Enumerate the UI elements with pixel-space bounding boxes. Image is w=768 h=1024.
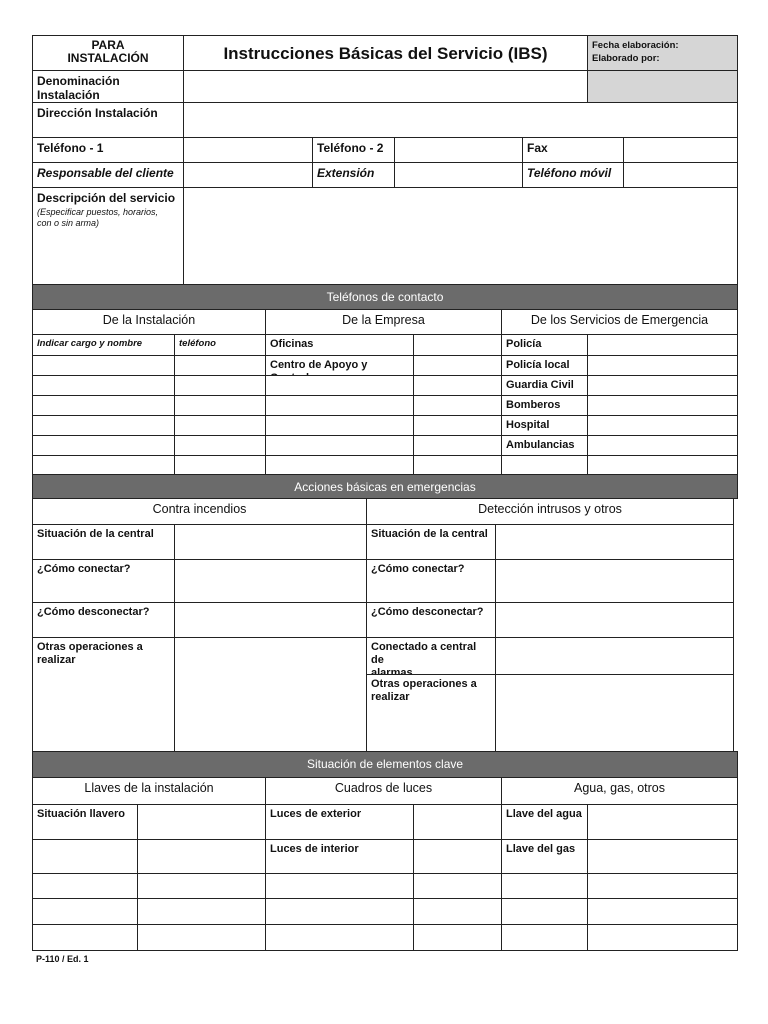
intrusos-row-label-text: ¿Cómo desconectar? xyxy=(371,606,484,618)
otros-name-field[interactable] xyxy=(501,924,588,951)
col-empresa xyxy=(265,309,502,335)
para-instalacion-label-text: PARA INSTALACIÓN xyxy=(67,38,149,66)
empresa-name-field[interactable] xyxy=(265,415,414,436)
llave-field[interactable] xyxy=(587,839,738,874)
telefono1-label xyxy=(32,137,184,163)
incendios-row-label xyxy=(32,602,175,638)
emergency-item xyxy=(501,395,588,416)
responsable-label-text: Responsable del cliente xyxy=(37,166,174,180)
emergency-item-text: Ambulancias xyxy=(506,439,575,451)
llaves-field[interactable] xyxy=(137,804,266,840)
empresa-name-field[interactable] xyxy=(265,375,414,396)
llaves-name-field[interactable] xyxy=(32,839,138,874)
intrusos-row-label xyxy=(366,602,496,638)
intrusos-row-label xyxy=(366,559,496,603)
emergency-telefono-field[interactable] xyxy=(587,334,738,356)
empresa-telefono-field[interactable] xyxy=(413,395,502,416)
form-code: P-110 / Ed. 1 xyxy=(36,954,89,964)
emergency-item xyxy=(501,355,588,376)
direccion-label-text: Dirección Instalación xyxy=(37,106,158,120)
denominacion-field[interactable] xyxy=(183,70,588,103)
emergency-name-field[interactable] xyxy=(501,455,588,475)
telefono2-field[interactable] xyxy=(394,137,523,163)
llaves-field[interactable] xyxy=(137,839,266,874)
llaves-field[interactable] xyxy=(137,924,266,951)
incendios-row-field[interactable] xyxy=(174,524,367,560)
contact-telefono-field[interactable] xyxy=(174,355,266,376)
empresa-item xyxy=(265,334,414,356)
cargo-hint xyxy=(32,334,175,356)
emergency-telefono-field[interactable] xyxy=(587,435,738,456)
descripcion-label-text: Descripción del servicio xyxy=(37,191,176,205)
llave-label xyxy=(501,839,588,874)
emergency-item-text: Policía local xyxy=(506,359,570,371)
emergency-telefono-field[interactable] xyxy=(587,395,738,416)
contact-cargo-field[interactable] xyxy=(32,375,175,396)
telefono1-label-text: Teléfono - 1 xyxy=(37,141,104,155)
movil-label xyxy=(522,162,624,188)
otros-name-field[interactable] xyxy=(501,873,588,899)
intrusos-row-label-text: Otras operaciones a realizar xyxy=(371,678,477,704)
llave-field[interactable] xyxy=(587,924,738,951)
band-elementos-clave-text: Situación de elementos clave xyxy=(306,757,464,771)
empresa-item-text: Oficinas xyxy=(270,338,314,350)
llave-field[interactable] xyxy=(587,898,738,925)
col-cuadros-text: Cuadros de luces xyxy=(334,781,433,795)
intrusos-row-field[interactable] xyxy=(495,637,734,675)
llaves-field[interactable] xyxy=(137,873,266,899)
descripcion-field[interactable] xyxy=(183,187,738,285)
cuadro-name-field[interactable] xyxy=(265,873,414,899)
empresa-telefono-field[interactable] xyxy=(413,415,502,436)
intrusos-row-label-text: Situación de la central xyxy=(371,528,488,540)
cuadro-name-field[interactable] xyxy=(265,924,414,951)
llave-label-text: Llave del agua xyxy=(506,808,582,820)
band-acciones-emergencias xyxy=(32,474,738,499)
incendios-row-field[interactable] xyxy=(174,637,367,752)
denominacion-label xyxy=(32,70,184,103)
cuadro-name-field[interactable] xyxy=(265,898,414,925)
col-instalacion xyxy=(32,309,266,335)
descripcion-label xyxy=(32,187,184,285)
col-contra-incendios-text: Contra incendios xyxy=(152,502,247,516)
incendios-row-field[interactable] xyxy=(174,602,367,638)
col-contra-incendios xyxy=(32,498,367,525)
empresa-name-field[interactable] xyxy=(265,435,414,456)
movil-label-text: Teléfono móvil xyxy=(527,166,612,180)
emergency-telefono-field[interactable] xyxy=(587,375,738,396)
intrusos-row-field[interactable] xyxy=(495,559,734,603)
intrusos-row-field[interactable] xyxy=(495,524,734,560)
incendios-row-label-text: ¿Cómo conectar? xyxy=(37,563,131,575)
llave-label-text: Llave del gas xyxy=(506,843,576,855)
band-telefonos-contacto xyxy=(32,284,738,310)
empresa-item xyxy=(265,355,414,376)
llavero-label-text: Situación llavero xyxy=(37,808,126,820)
col-empresa-text: De la Empresa xyxy=(342,313,425,327)
para-instalacion-label xyxy=(32,35,184,71)
emergency-telefono-field[interactable] xyxy=(587,355,738,376)
llave-field[interactable] xyxy=(587,873,738,899)
fax-label-text: Fax xyxy=(527,141,548,155)
contact-telefono-field[interactable] xyxy=(174,455,266,475)
cuadro-field[interactable] xyxy=(413,924,502,951)
form-title xyxy=(183,35,588,71)
incendios-row-label-text: Otras operaciones a realizar xyxy=(37,641,143,667)
emergency-telefono-field[interactable] xyxy=(587,415,738,436)
contact-telefono-field[interactable] xyxy=(174,415,266,436)
intrusos-row-field[interactable] xyxy=(495,602,734,638)
col-emergencia xyxy=(501,309,738,335)
cuadro-luces-label xyxy=(265,839,414,874)
intrusos-row-label-text: ¿Cómo conectar? xyxy=(371,563,465,575)
emergency-telefono-field[interactable] xyxy=(587,455,738,475)
llavero-label xyxy=(32,804,138,840)
cuadro-field[interactable] xyxy=(413,873,502,899)
emergency-item-text: Policía xyxy=(506,338,542,350)
telefono-hint xyxy=(174,334,266,356)
contact-cargo-field[interactable] xyxy=(32,415,175,436)
col-cuadros xyxy=(265,777,502,805)
extension-label-text: Extensión xyxy=(317,166,375,180)
cargo-hint-text: Indicar cargo y nombre xyxy=(37,338,143,349)
empresa-telefono-field[interactable] xyxy=(413,455,502,475)
cuadro-field[interactable] xyxy=(413,839,502,874)
col-emergencia-text: De los Servicios de Emergencia xyxy=(530,313,709,327)
emergency-item-text: Guardia Civil xyxy=(506,379,574,391)
emergency-item-text: Hospital xyxy=(506,419,550,431)
contact-telefono-field[interactable] xyxy=(174,435,266,456)
intrusos-row-label xyxy=(366,637,496,675)
cuadro-field[interactable] xyxy=(413,898,502,925)
telefono2-label-text: Teléfono - 2 xyxy=(317,141,384,155)
contact-cargo-field[interactable] xyxy=(32,455,175,475)
incendios-row-label xyxy=(32,637,175,752)
contact-cargo-field[interactable] xyxy=(32,435,175,456)
cuadro-luces-label-text: Luces de exterior xyxy=(270,808,362,820)
empresa-telefono-field[interactable] xyxy=(413,375,502,396)
incendios-row-label-text: Situación de la central xyxy=(37,528,154,540)
cuadro-luces-label xyxy=(265,804,414,840)
direccion-field[interactable] xyxy=(183,102,738,138)
col-deteccion-intrusos xyxy=(366,498,734,525)
contact-telefono-field[interactable] xyxy=(174,395,266,416)
band-elementos-clave xyxy=(32,751,738,778)
llaves-name-field[interactable] xyxy=(32,924,138,951)
col-deteccion-intrusos-text: Detección intrusos y otros xyxy=(478,502,622,516)
empresa-name-field[interactable] xyxy=(265,455,414,475)
fecha-elaborado-box xyxy=(587,35,738,71)
llave-label xyxy=(501,804,588,840)
telefono-hint-text: teléfono xyxy=(179,338,216,349)
incendios-row-label-text: ¿Cómo desconectar? xyxy=(37,606,150,618)
cuadro-luces-label-text: Luces de interior xyxy=(270,843,359,855)
llaves-field[interactable] xyxy=(137,898,266,925)
band-telefonos-contacto-text: Teléfonos de contacto xyxy=(326,290,444,304)
col-agua-gas xyxy=(501,777,738,805)
extension-label xyxy=(312,162,395,188)
fax-field[interactable] xyxy=(623,137,738,163)
fax-label xyxy=(522,137,624,163)
responsable-field[interactable] xyxy=(183,162,313,188)
col-agua-gas-text: Agua, gas, otros xyxy=(573,781,666,795)
band-acciones-emergencias-text: Acciones básicas en emergencias xyxy=(294,480,476,494)
intrusos-row-label-text: Conectado a central de xyxy=(371,641,477,667)
empresa-telefono-field[interactable] xyxy=(413,334,502,356)
otros-name-field[interactable] xyxy=(501,898,588,925)
emergency-item xyxy=(501,334,588,356)
empresa-name-field[interactable] xyxy=(265,395,414,416)
empresa-item-text: Centro de Apoyo y xyxy=(270,359,368,371)
emergency-item xyxy=(501,375,588,396)
extension-field[interactable] xyxy=(394,162,523,188)
llave-field[interactable] xyxy=(587,804,738,840)
intrusos-row-field[interactable] xyxy=(495,674,734,752)
descripcion-hint: (Especificar puestos, horarios, con o sin arma) xyxy=(37,207,159,229)
contact-cargo-field[interactable] xyxy=(32,355,175,376)
movil-field[interactable] xyxy=(623,162,738,188)
emergency-item xyxy=(501,415,588,436)
grey-filler xyxy=(587,70,738,103)
telefono1-field[interactable] xyxy=(183,137,313,163)
llaves-name-field[interactable] xyxy=(32,898,138,925)
contact-telefono-field[interactable] xyxy=(174,375,266,396)
col-llaves xyxy=(32,777,266,805)
incendios-row-label xyxy=(32,559,175,603)
intrusos-row-label xyxy=(366,674,496,752)
fecha-elaboracion-label: Fecha elaboración: xyxy=(592,40,679,51)
empresa-telefono-field[interactable] xyxy=(413,355,502,376)
incendios-row-label xyxy=(32,524,175,560)
emergency-item xyxy=(501,435,588,456)
contact-cargo-field[interactable] xyxy=(32,395,175,416)
denominacion-label-text: Denominación Instalación xyxy=(37,74,120,103)
direccion-label xyxy=(32,102,184,138)
llaves-name-field[interactable] xyxy=(32,873,138,899)
empresa-telefono-field[interactable] xyxy=(413,435,502,456)
intrusos-row-label xyxy=(366,524,496,560)
elaborado-por-label: Elaborado por: xyxy=(592,52,660,64)
emergency-item-text: Bomberos xyxy=(506,399,561,411)
responsable-label xyxy=(32,162,184,188)
telefono2-label xyxy=(312,137,395,163)
col-instalacion-text: De la Instalación xyxy=(102,313,196,327)
incendios-row-field[interactable] xyxy=(174,559,367,603)
col-llaves-text: Llaves de la instalación xyxy=(84,781,214,795)
cuadro-field[interactable] xyxy=(413,804,502,840)
form-title-text: Instrucciones Básicas del Servicio (IBS) xyxy=(223,44,548,63)
